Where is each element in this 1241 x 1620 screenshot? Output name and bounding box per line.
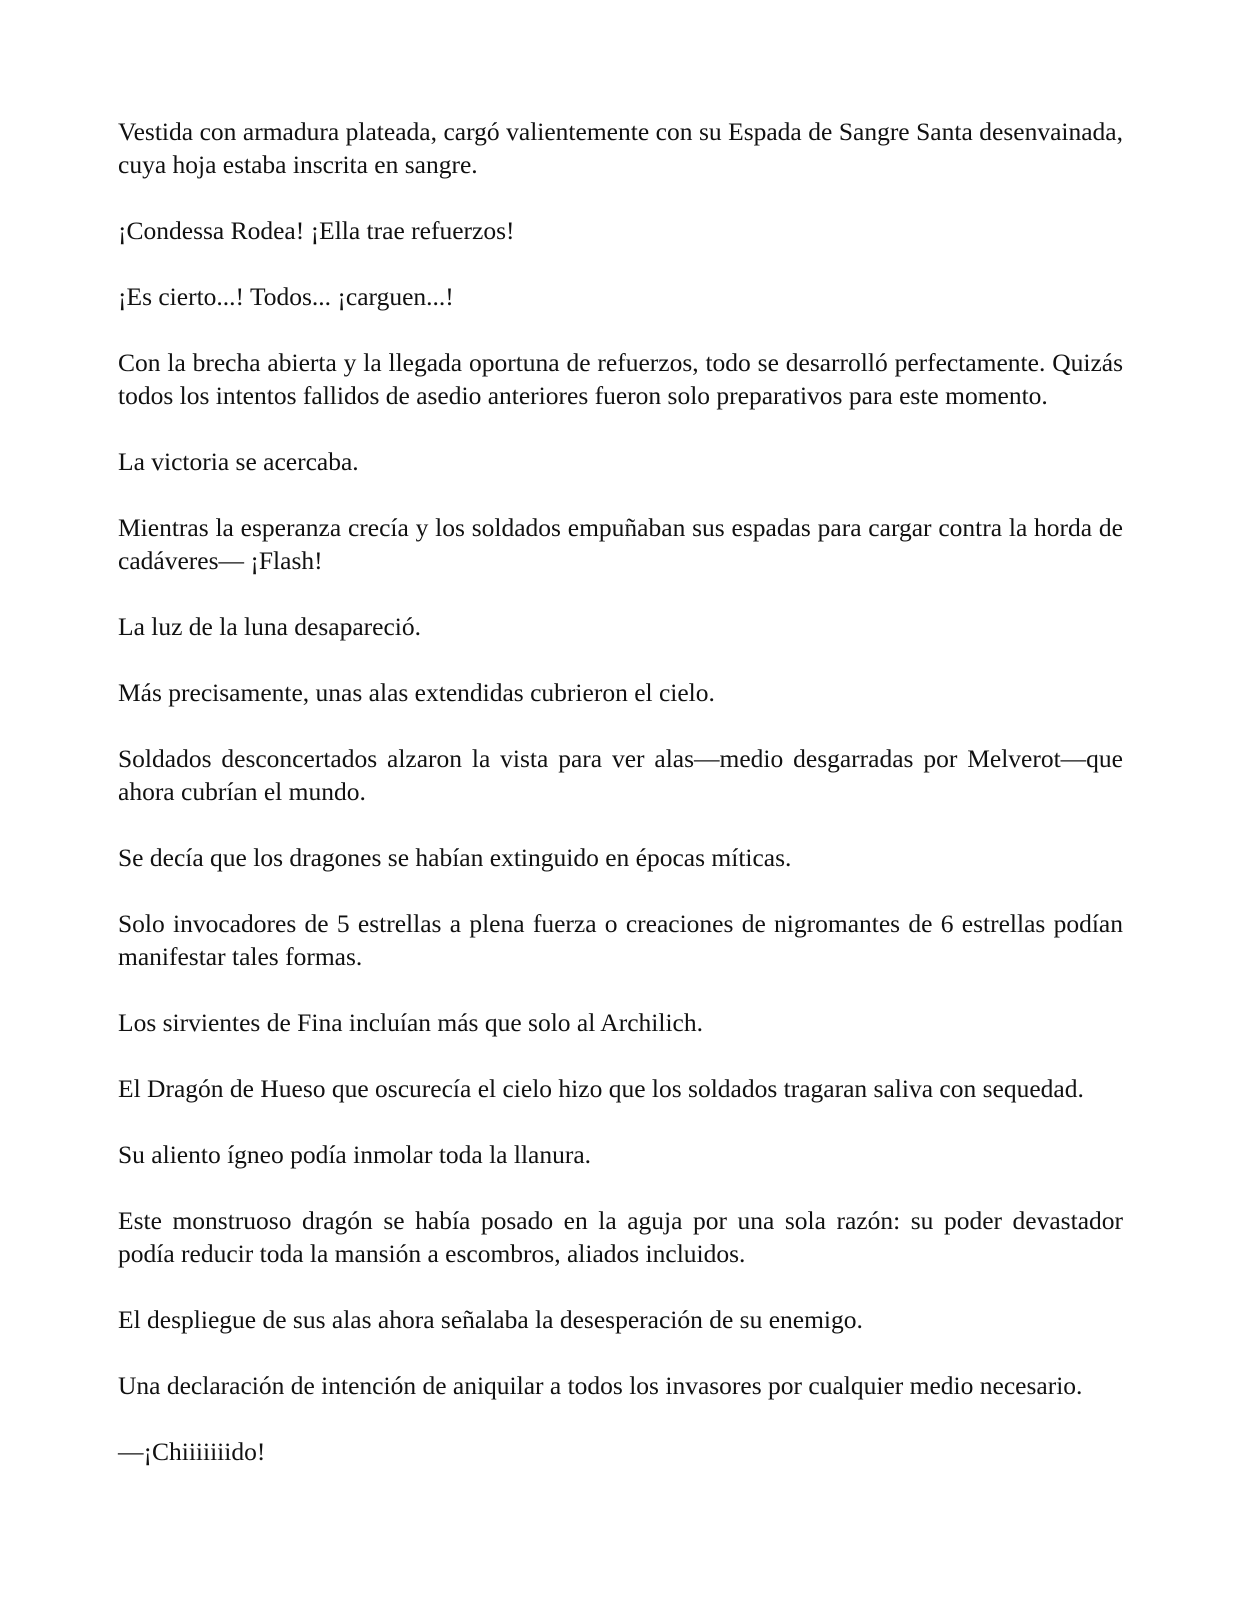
paragraph: Este monstruoso dragón se había posado en la aguja por una sola razón: su poder devastador podía reducir toda la mansión a escombros, aliados incluidos. <box>118 1206 1123 1268</box>
paragraph: ¡Es cierto...! Todos... ¡carguen...! <box>118 282 454 311</box>
paragraph: Mientras la esperanza crecía y los soldados empuñaban sus espadas para cargar contra la horda de cadáveres— ¡Flash! <box>118 513 1123 575</box>
paragraph: Se decía que los dragones se habían extinguido en épocas míticas. <box>118 843 792 872</box>
document-page <box>118 115 1123 1468</box>
paragraph: Vestida con armadura plateada, cargó valientemente con su Espada de Sangre Santa desenvainada, cuya hoja estaba inscrita en sangre. <box>118 117 1123 179</box>
paragraph: Los sirvientes de Fina incluían más que solo al Archilich. <box>118 1008 703 1037</box>
paragraph: El despliegue de sus alas ahora señalaba la desesperación de su enemigo. <box>118 1305 863 1334</box>
paragraph: —¡Chiiiiiiido! <box>118 1437 266 1466</box>
paragraph: Con la brecha abierta y la llegada oportuna de refuerzos, todo se desarrolló perfectamente. Quizás todos los intentos fallidos de asedio anteriores fueron solo preparativos para este momento. <box>118 348 1123 410</box>
paragraph: ¡Condessa Rodea! ¡Ella trae refuerzos! <box>118 216 515 245</box>
paragraph: El Dragón de Hueso que oscurecía el cielo hizo que los soldados tragaran saliva con sequedad. <box>118 1074 1084 1103</box>
paragraph: Soldados desconcertados alzaron la vista para ver alas—medio desgarradas por Melverot—que ahora cubrían el mundo. <box>118 744 1123 806</box>
paragraph: Solo invocadores de 5 estrellas a plena fuerza o creaciones de nigromantes de 6 estrellas podían manifestar tales formas. <box>118 909 1123 971</box>
paragraph: La luz de la luna desapareció. <box>118 612 422 641</box>
paragraph: Su aliento ígneo podía inmolar toda la llanura. <box>118 1140 592 1169</box>
paragraph: Una declaración de intención de aniquilar a todos los invasores por cualquier medio necesario. <box>118 1371 1083 1400</box>
paragraph: La victoria se acercaba. <box>118 447 359 476</box>
paragraph: Más precisamente, unas alas extendidas cubrieron el cielo. <box>118 678 715 707</box>
